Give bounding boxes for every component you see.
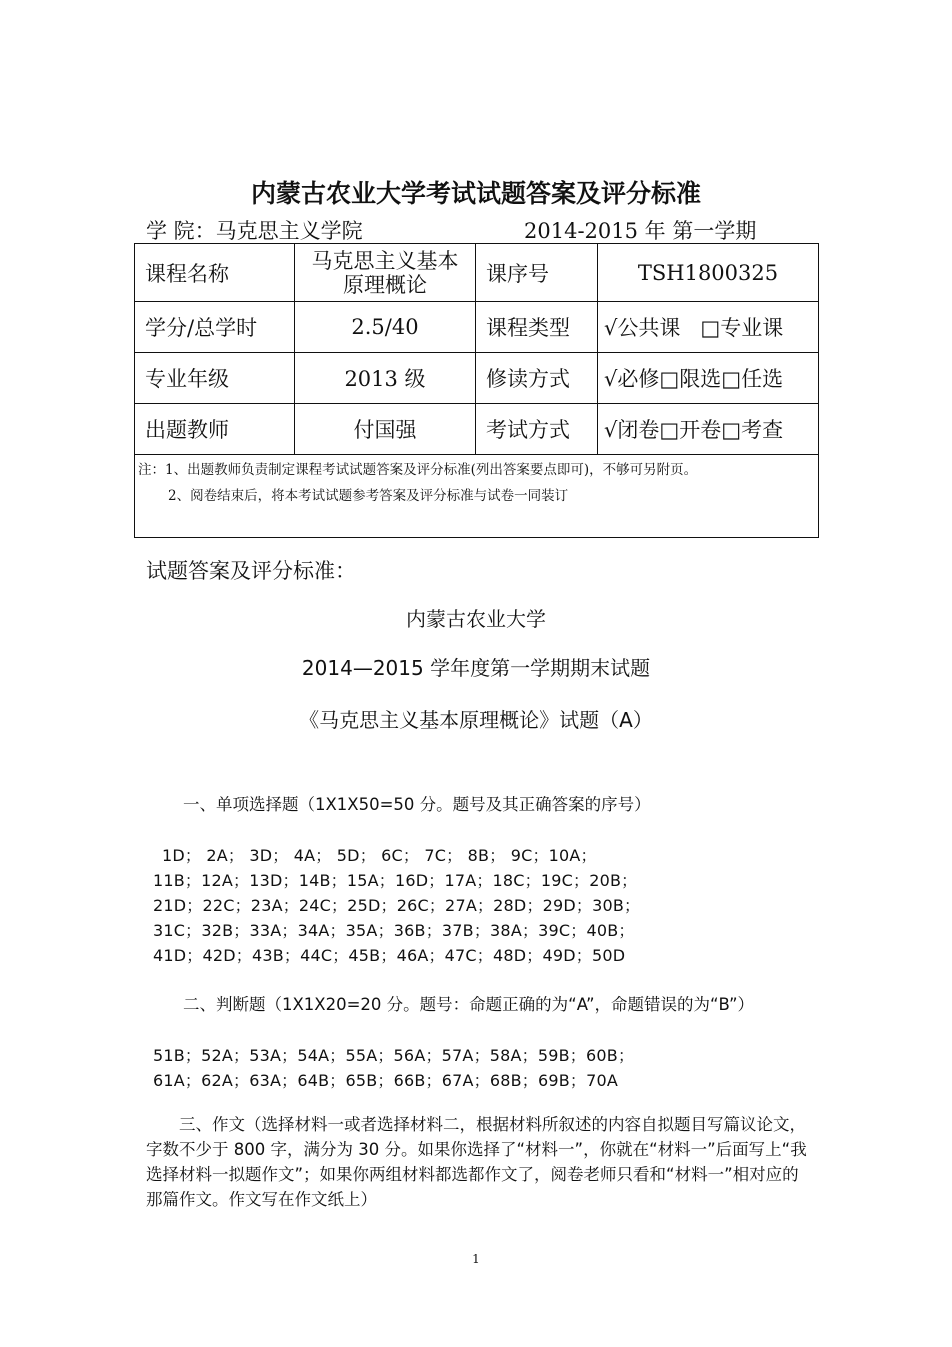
- section2-line: 61A；62A；63A；64B；65B；66B；67A；68B；69B；70A: [153, 1071, 619, 1090]
- course-name-value: [295, 244, 476, 302]
- major-label: 专业年级: [135, 353, 295, 404]
- teacher-label: 出题教师: [135, 404, 295, 455]
- note-1: 注：1、出题教师负责制定课程考试试题答案及评分标准(列出答案要点即可)，不够可另附页。: [138, 462, 698, 478]
- notes-cell: [135, 455, 819, 538]
- course-type-label: 课程类型: [476, 302, 598, 353]
- course-type-value: √公共课 □专业课: [598, 302, 819, 353]
- term-label: 2014-2015 年 第一学期: [524, 219, 757, 243]
- credit-label: 学分/总学时: [135, 302, 295, 353]
- note-2: 2、阅卷结束后，将本考试试题参考答案及评分标准与试卷一同装订: [168, 488, 569, 504]
- major-value: 2013 级: [295, 353, 476, 404]
- document-title: 内蒙古农业大学考试试题答案及评分标准: [250, 179, 701, 208]
- section1-heading: 一、单项选择题（1X1X50=50 分。题号及其正确答案的序号）: [183, 795, 651, 814]
- section1-line: 1D； 2A； 3D； 4A； 5D； 6C； 7C； 8B； 9C；10A；: [162, 846, 597, 865]
- university-name: 内蒙古农业大学: [406, 607, 546, 631]
- study-mode-label: 修读方式: [476, 353, 598, 404]
- course-info-table: [134, 243, 819, 538]
- section2-heading: 二、判断题（1X1X20=20 分。题号：命题正确的为“A”，命题错误的为“B”）: [183, 995, 755, 1014]
- course-name-label: 课程名称: [135, 244, 295, 302]
- study-mode-value: √必修□限选□任选: [598, 353, 819, 404]
- section3-text: 三、作文（选择材料一或者选择材料二，根据材料所叙述的内容自拟题目写篇议论文，字数不少于 800 字，满分为 30 分。如果你选择了“材料一”，你就在“材料一”后面写上“我选择材料一拟题作文”；如果你两组材料都选都作文了，阅卷老师只看和“材料一”相对应的那篇作文。作文写在作文纸上）: [146, 1115, 807, 1209]
- exam-mode-value: √闭卷□开卷□考查: [598, 404, 819, 455]
- exam-term-title: 2014—2015 学年度第一学期期末试题: [301, 656, 651, 680]
- table-row: [135, 455, 819, 538]
- answers-subtitle: 试题答案及评分标准：: [146, 559, 356, 583]
- course-name-line1: 马克思主义基本: [311, 248, 459, 273]
- section2-line: 51B；52A；53A；54A；55A；56A；57A；58A；59B；60B；: [153, 1046, 635, 1065]
- college-label: 学 院：马克思主义学院: [146, 219, 363, 243]
- credit-value: 2.5/40: [295, 302, 476, 353]
- table-row: [135, 353, 819, 404]
- exam-mode-label: 考试方式: [476, 404, 598, 455]
- course-no-label: 课序号: [476, 244, 598, 302]
- section1-line: 41D；42D；43B；44C；45B；46A；47C；48D；49D；50D: [153, 946, 626, 965]
- section1-line: 21D；22C；23A；24C；25D；26C；27A；28D；29D；30B；: [153, 896, 641, 915]
- exam-paper-title: 《马克思主义基本原理概论》试题（A）: [299, 708, 653, 732]
- table-row: [135, 404, 819, 455]
- course-name-line2: 原理概论: [343, 272, 427, 297]
- course-no-value: TSH1800325: [598, 244, 819, 302]
- section1-line: 31C；32B；33A；34A；35A；36B；37B；38A；39C；40B；: [153, 921, 635, 940]
- table-row: [135, 302, 819, 353]
- table-row: [135, 244, 819, 302]
- teacher-value: 付国强: [295, 404, 476, 455]
- page-number: 1: [472, 1252, 480, 1266]
- section1-line: 11B；12A；13D；14B；15A；16D；17A；18C；19C；20B；: [153, 871, 638, 890]
